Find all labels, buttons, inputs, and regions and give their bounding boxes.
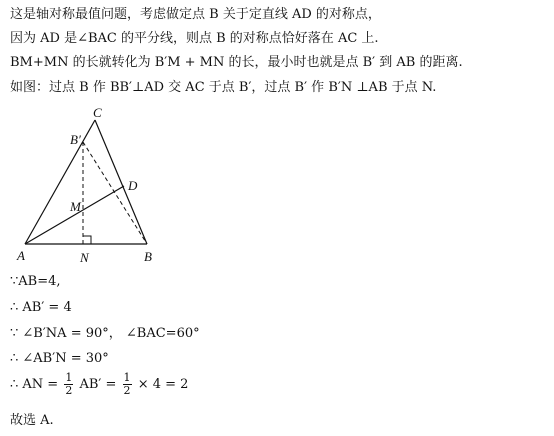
segment-bbp	[83, 142, 147, 244]
fraction-2-denominator: 2	[123, 384, 131, 397]
text-line-4: 如图：过点 B 作 BB′⊥AD 交 AC 于点 B′，过点 B′ 作 B′N ⊥AB 于点 N.	[10, 80, 437, 95]
side-cb	[95, 120, 147, 244]
label-m: M	[70, 199, 81, 214]
step-2: ∴ AB′ = 4	[10, 300, 72, 315]
step-5-end: × 4 = 2	[137, 377, 189, 392]
step-1: ∵AB=4,	[10, 274, 61, 289]
text-line-3: BM+MN 的长就转化为 B′M + MN 的长，最小时也就是点 B′ 到 AB 的距离.	[10, 55, 463, 70]
answer-line: 故选 A.	[10, 413, 54, 428]
fraction-1-numerator: 1	[65, 371, 73, 384]
fraction-1-denominator: 2	[65, 384, 73, 397]
label-bprime: B′	[70, 132, 81, 147]
step-3: ∵ ∠B′NA = 90°， ∠BAC=60°	[10, 326, 200, 341]
label-d: D	[128, 178, 138, 193]
label-a: A	[17, 248, 25, 263]
right-angle-mark	[83, 236, 91, 244]
fraction-half-1	[64, 372, 73, 397]
fraction-2-numerator: 1	[123, 371, 131, 384]
label-b: B	[144, 249, 152, 264]
bisector-ad	[25, 186, 124, 244]
side-ac	[25, 120, 95, 244]
label-n: N	[80, 250, 89, 265]
text-line-1: 这是轴对称最值问题，考虑做定点 B 关于定直线 AD 的对称点，	[10, 7, 381, 22]
step-4: ∴ ∠AB′N = 30°	[10, 351, 109, 366]
fraction-half-2	[123, 372, 132, 397]
text-line-2: 因为 AD 是∠BAC 的平分线，则点 B 的对称点恰好落在 AC 上.	[10, 31, 379, 46]
step-5	[10, 371, 188, 399]
step-5-prefix: ∴ AN =	[10, 377, 59, 392]
step-5-middle: AB′ =	[79, 377, 117, 392]
label-c: C	[93, 105, 102, 120]
